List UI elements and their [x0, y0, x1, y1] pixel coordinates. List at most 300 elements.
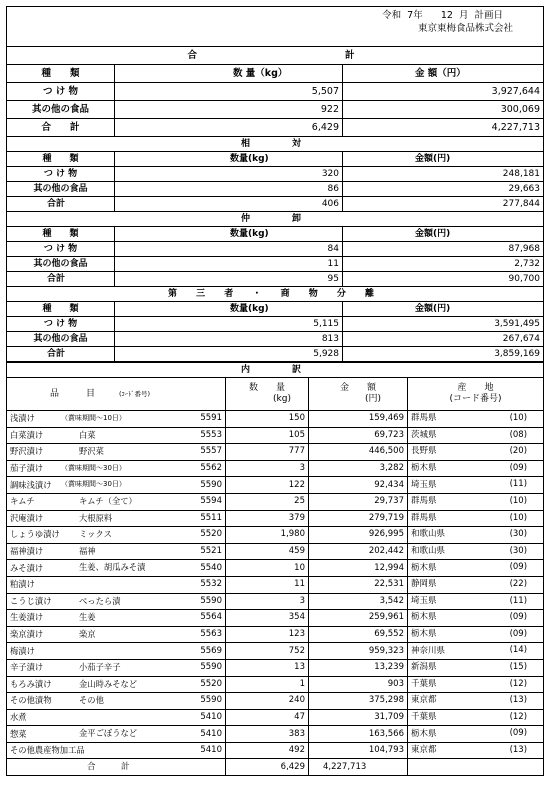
section-title: 第 三 者 ・ 商 物 分 離 — [7, 287, 544, 302]
detail-head-row — [7, 378, 544, 411]
row-amt: 3,927,644 — [343, 83, 544, 101]
item-name: 調味浅漬け — [10, 479, 52, 490]
summary-row — [7, 272, 544, 287]
item-origin: 埼玉県 — [411, 479, 437, 490]
item-origin: 東京都 — [411, 745, 437, 756]
item-amt: 104,793 — [309, 742, 408, 759]
item-qty: 379 — [226, 510, 309, 527]
item-name: 梅漬け — [10, 645, 35, 656]
item-name: その他農産物加工品 — [10, 745, 85, 756]
section-head-row — [7, 302, 544, 317]
item-name: 福神漬け — [10, 546, 44, 557]
item-origin: 新潟県 — [411, 662, 437, 673]
summary-row — [7, 119, 544, 137]
head-qty: 数 量 — [248, 383, 285, 393]
item-spec: （賞味期間～30日） — [61, 463, 126, 472]
head-qty-cell — [226, 378, 309, 411]
row-kind: つ け 物 — [7, 242, 115, 257]
head-code: (ｺｰﾄﾞ番号) — [119, 389, 151, 398]
item-spec: （賞味期間～30日） — [61, 480, 126, 489]
col-qty-header: 数 量（kg） — [115, 65, 343, 83]
item-origin-cell — [408, 477, 544, 494]
item-spec: 生姜、胡瓜みそ漬 — [79, 562, 146, 573]
row-qty: 5,928 — [115, 347, 343, 362]
section-title: 合 計 — [7, 47, 544, 65]
item-name-cell — [7, 560, 177, 577]
head-origin-code: (コード番号) — [449, 394, 502, 404]
row-kind: 其の他の食品 — [7, 182, 115, 197]
item-origin: 群馬県 — [411, 413, 437, 424]
item-origin-cell — [408, 510, 544, 527]
item-name-cell — [7, 626, 177, 643]
item-amt: 903 — [309, 676, 408, 693]
item-name: 茄子漬け — [10, 463, 44, 474]
detail-row — [7, 477, 544, 494]
detail-row — [7, 726, 544, 743]
item-qty: 122 — [226, 477, 309, 494]
item-origin: 群馬県 — [411, 512, 437, 523]
row-kind: つ け 物 — [7, 167, 115, 182]
item-name-cell — [7, 527, 177, 544]
item-amt: 159,469 — [309, 411, 408, 428]
header-cell — [7, 7, 544, 47]
col-amt-header: 金 額（円） — [343, 65, 544, 83]
item-spec: 楽京 — [79, 628, 96, 639]
item-origin-code: (30) — [509, 545, 528, 556]
item-origin-code: (10) — [509, 512, 528, 523]
row-kind: 其の他の食品 — [7, 257, 115, 272]
item-origin-code: (10) — [509, 413, 528, 423]
item-code: 5521 — [177, 543, 226, 560]
detail-row — [7, 444, 544, 461]
item-origin: 和歌山県 — [411, 529, 446, 540]
item-origin: 神奈川県 — [411, 645, 446, 656]
row-amt: 3,591,495 — [343, 317, 544, 332]
item-origin-cell — [408, 411, 544, 428]
item-origin-cell — [408, 610, 544, 627]
item-name: 野沢漬け — [10, 446, 44, 457]
detail-row — [7, 693, 544, 710]
row-qty: 320 — [115, 167, 343, 182]
detail-row — [7, 560, 544, 577]
detail-row — [7, 576, 544, 593]
item-name-cell — [7, 576, 177, 593]
item-origin-code: (09) — [509, 728, 528, 739]
item-qty: 3 — [226, 460, 309, 477]
item-origin-cell — [408, 709, 544, 726]
item-qty: 1,980 — [226, 527, 309, 544]
item-amt: 29,737 — [309, 493, 408, 510]
col-kind-header: 種 類 — [7, 302, 115, 317]
item-code: 5410 — [177, 726, 226, 743]
item-amt: 375,298 — [309, 693, 408, 710]
col-qty-header: 数量(kg) — [115, 152, 343, 167]
row-qty: 922 — [115, 101, 343, 119]
item-code: 5520 — [177, 527, 226, 544]
row-qty: 95 — [115, 272, 343, 287]
item-origin-code: (22) — [509, 578, 528, 589]
row-amt: 277,844 — [343, 197, 544, 212]
item-spec: 大根原料 — [79, 512, 113, 523]
plan-date: 令和 7年 12 月 計画日 — [382, 10, 504, 21]
item-name-cell — [7, 676, 177, 693]
item-origin-code: (10) — [509, 495, 528, 506]
detail-row — [7, 460, 544, 477]
item-origin: 栃木県 — [411, 562, 437, 573]
item-qty: 354 — [226, 610, 309, 627]
item-origin-code: (13) — [509, 695, 528, 706]
item-origin-cell — [408, 527, 544, 544]
item-code: 5562 — [177, 460, 226, 477]
section-title: 相 対 — [7, 137, 544, 152]
detail-row — [7, 676, 544, 693]
item-spec: （賞味期間～10日） — [61, 414, 126, 422]
item-origin: 長野県 — [411, 446, 437, 457]
item-name-cell — [7, 510, 177, 527]
item-origin-cell — [408, 643, 544, 660]
item-origin-code: (12) — [509, 711, 528, 722]
detail-row — [7, 659, 544, 676]
item-spec: 福神 — [79, 545, 96, 556]
item-qty: 777 — [226, 444, 309, 461]
item-name: 楽京漬け — [10, 629, 44, 640]
item-amt: 92,434 — [309, 477, 408, 494]
item-origin-code: (09) — [509, 562, 528, 573]
item-spec: 野沢菜 — [79, 446, 104, 457]
section-title-row — [7, 137, 544, 152]
item-code: 5410 — [177, 709, 226, 726]
head-origin-cell — [408, 378, 544, 411]
row-amt: 248,181 — [343, 167, 544, 182]
item-qty: 47 — [226, 709, 309, 726]
item-code: 5553 — [177, 427, 226, 444]
item-name: キムチ — [10, 496, 35, 507]
item-name-cell — [7, 610, 177, 627]
item-qty: 123 — [226, 626, 309, 643]
item-spec: 生姜 — [79, 612, 96, 623]
item-qty: 383 — [226, 726, 309, 743]
detail-row — [7, 510, 544, 527]
item-origin-cell — [408, 543, 544, 560]
item-name-cell — [7, 593, 177, 610]
item-name-cell — [7, 742, 177, 759]
item-name-cell — [7, 643, 177, 660]
item-name-cell — [7, 444, 177, 461]
item-origin-code: (20) — [509, 446, 528, 457]
summary-row — [7, 242, 544, 257]
detail-row — [7, 626, 544, 643]
section-head-row — [7, 227, 544, 242]
item-origin-cell — [408, 676, 544, 693]
row-kind: 合計 — [7, 347, 115, 362]
item-origin-cell — [408, 460, 544, 477]
col-qty-header: 数量(kg) — [115, 302, 343, 317]
item-name-cell — [7, 659, 177, 676]
item-origin-code: (15) — [509, 661, 528, 672]
item-origin: 東京都 — [411, 695, 437, 706]
item-origin-code: (30) — [509, 529, 528, 540]
item-spec: べったら漬 — [79, 595, 121, 606]
row-kind: 合計 — [7, 197, 115, 212]
summary-row — [7, 101, 544, 119]
detail-row — [7, 709, 544, 726]
row-amt: 267,674 — [343, 332, 544, 347]
row-qty: 813 — [115, 332, 343, 347]
row-qty: 11 — [115, 257, 343, 272]
item-qty: 105 — [226, 427, 309, 444]
item-origin-code: (11) — [509, 479, 528, 490]
summary-row — [7, 317, 544, 332]
item-code: 5569 — [177, 643, 226, 660]
item-name: 沢庵漬け — [10, 512, 44, 523]
item-amt: 69,723 — [309, 427, 408, 444]
item-amt: 3,542 — [309, 593, 408, 610]
header-row — [7, 7, 544, 47]
detail-row — [7, 427, 544, 444]
item-spec: 白菜 — [79, 429, 96, 440]
detail-table — [6, 362, 544, 776]
detail-row — [7, 493, 544, 510]
item-name: もろみ漬け — [10, 678, 52, 689]
item-qty: 459 — [226, 543, 309, 560]
item-name-cell — [7, 411, 177, 428]
item-origin-cell — [408, 726, 544, 743]
item-amt: 3,282 — [309, 460, 408, 477]
summary-row — [7, 257, 544, 272]
item-origin: 千葉県 — [411, 678, 437, 689]
row-amt: 87,968 — [343, 242, 544, 257]
section-title: 仲 卸 — [7, 212, 544, 227]
item-origin: 茨城県 — [411, 429, 437, 440]
item-name: 水煮 — [10, 711, 27, 722]
item-origin: 埼玉県 — [411, 595, 437, 606]
item-origin: 栃木県 — [411, 728, 437, 739]
item-amt: 446,500 — [309, 444, 408, 461]
section-title-row — [7, 287, 544, 302]
item-amt: 926,995 — [309, 527, 408, 544]
row-kind: 其の他の食品 — [7, 332, 115, 347]
item-qty: 150 — [226, 411, 309, 428]
item-origin-code: (09) — [509, 628, 528, 639]
section-head-row — [7, 152, 544, 167]
head-qty-unit: (kg) — [273, 394, 291, 404]
row-qty: 86 — [115, 182, 343, 197]
item-code: 5557 — [177, 444, 226, 461]
summary-row — [7, 332, 544, 347]
company-name: 東京東梅食品株式会社 — [418, 23, 514, 34]
item-name: 白菜漬け — [10, 429, 44, 440]
item-origin-cell — [408, 560, 544, 577]
item-name: 生姜漬け — [10, 612, 44, 623]
item-spec: 小茄子辛子 — [79, 661, 121, 672]
section-title-row — [7, 47, 544, 65]
item-amt: 959,323 — [309, 643, 408, 660]
summary-row — [7, 167, 544, 182]
detail-row — [7, 593, 544, 610]
item-origin-cell — [408, 444, 544, 461]
item-origin-cell — [408, 693, 544, 710]
item-origin-cell — [408, 742, 544, 759]
item-code: 5594 — [177, 493, 226, 510]
item-name: 粕漬け — [10, 579, 35, 590]
item-origin: 栃木県 — [411, 612, 437, 623]
row-kind: 合 計 — [7, 119, 115, 137]
total-origin-blank — [408, 759, 544, 776]
item-origin: 千葉県 — [411, 711, 437, 722]
item-origin-cell — [408, 493, 544, 510]
detail-row — [7, 610, 544, 627]
row-qty: 6,429 — [115, 119, 343, 137]
item-origin: 栃木県 — [411, 463, 437, 474]
item-amt: 163,566 — [309, 726, 408, 743]
row-amt: 4,227,713 — [343, 119, 544, 137]
item-name-cell — [7, 726, 177, 743]
detail-row — [7, 742, 544, 759]
item-code: 5590 — [177, 693, 226, 710]
item-code: 5590 — [177, 477, 226, 494]
item-origin-cell — [408, 659, 544, 676]
item-code: 5563 — [177, 626, 226, 643]
item-origin: 静岡県 — [411, 579, 437, 590]
item-qty: 3 — [226, 593, 309, 610]
head-amt: 金 額 — [339, 383, 376, 393]
row-qty: 5,115 — [115, 317, 343, 332]
item-qty: 492 — [226, 742, 309, 759]
item-name-cell — [7, 493, 177, 510]
col-amt-header: 金額(円) — [343, 152, 544, 167]
item-amt: 259,961 — [309, 610, 408, 627]
col-amt-header: 金額(円) — [343, 302, 544, 317]
item-origin-code: (08) — [509, 429, 528, 440]
row-amt: 3,859,169 — [343, 347, 544, 362]
head-item-cell — [7, 378, 226, 411]
item-spec: ミックス — [79, 529, 112, 540]
item-qty: 10 — [226, 560, 309, 577]
detail-row — [7, 527, 544, 544]
item-name: 辛子漬け — [10, 662, 44, 673]
item-amt: 202,442 — [309, 543, 408, 560]
item-spec: キムチ（全て） — [79, 495, 137, 506]
item-amt: 13,239 — [309, 659, 408, 676]
head-item: 品 目 — [50, 388, 96, 399]
item-origin-cell — [408, 626, 544, 643]
row-amt: 90,700 — [343, 272, 544, 287]
item-qty: 25 — [226, 493, 309, 510]
row-kind: つ け 物 — [7, 317, 115, 332]
item-name: みそ漬け — [10, 562, 44, 573]
row-amt: 300,069 — [343, 101, 544, 119]
total-qty: 6,429 — [226, 759, 309, 776]
item-amt: 22,531 — [309, 576, 408, 593]
item-code: 5564 — [177, 610, 226, 627]
row-kind: つ け 物 — [7, 83, 115, 101]
row-qty: 84 — [115, 242, 343, 257]
item-amt: 31,709 — [309, 709, 408, 726]
row-qty: 5,507 — [115, 83, 343, 101]
item-spec: 金平ごぼうなど — [79, 728, 138, 739]
item-origin-cell — [408, 427, 544, 444]
item-name-cell — [7, 427, 177, 444]
item-qty: 13 — [226, 659, 309, 676]
row-qty: 406 — [115, 197, 343, 212]
item-amt: 12,994 — [309, 560, 408, 577]
item-code: 5590 — [177, 659, 226, 676]
summary-row — [7, 197, 544, 212]
item-qty: 11 — [226, 576, 309, 593]
item-qty: 240 — [226, 693, 309, 710]
item-origin-code: (14) — [509, 645, 528, 656]
item-amt: 279,719 — [309, 510, 408, 527]
total-amt: 4,227,713 — [309, 759, 408, 776]
summary-row — [7, 83, 544, 101]
item-code: 5540 — [177, 560, 226, 577]
item-code: 5591 — [177, 411, 226, 428]
col-kind-header: 種 類 — [7, 227, 115, 242]
item-origin-cell — [408, 576, 544, 593]
item-qty: 752 — [226, 643, 309, 660]
item-name: こうじ漬け — [10, 595, 52, 606]
detail-total-row — [7, 759, 544, 776]
head-origin: 産 地 — [457, 383, 494, 393]
item-qty: 1 — [226, 676, 309, 693]
col-amt-header: 金額(円) — [343, 227, 544, 242]
item-origin-code: (11) — [509, 595, 528, 606]
item-name-cell — [7, 477, 177, 494]
detail-row — [7, 643, 544, 660]
item-origin: 栃木県 — [411, 629, 437, 640]
item-name: 浅漬け — [10, 413, 35, 424]
item-origin-code: (09) — [509, 612, 528, 623]
row-amt: 29,663 — [343, 182, 544, 197]
item-origin: 群馬県 — [411, 496, 437, 507]
detail-title: 内 訳 — [7, 363, 544, 378]
row-kind: 其の他の食品 — [7, 101, 115, 119]
summary-table — [6, 6, 544, 362]
head-amt-cell — [309, 378, 408, 411]
item-origin-code: (13) — [509, 744, 528, 755]
item-name: その他漬物 — [10, 695, 52, 706]
item-origin-cell — [408, 593, 544, 610]
item-name-cell — [7, 543, 177, 560]
item-name-cell — [7, 460, 177, 477]
col-kind-header: 種 類 — [7, 65, 115, 83]
item-name: しょうゆ漬け — [10, 529, 60, 540]
item-code: 5520 — [177, 676, 226, 693]
item-spec: 金山時みそなど — [79, 678, 138, 689]
item-origin-code: (09) — [509, 462, 528, 473]
item-origin-code: (12) — [509, 678, 528, 689]
item-name: 惣菜 — [10, 728, 27, 739]
summary-row — [7, 347, 544, 362]
plan-sheet — [6, 6, 543, 776]
detail-row — [7, 411, 544, 428]
item-code: 5511 — [177, 510, 226, 527]
col-kind-header: 種 類 — [7, 152, 115, 167]
row-amt: 2,732 — [343, 257, 544, 272]
total-label: 合 計 — [7, 759, 226, 776]
detail-row — [7, 543, 544, 560]
section-head-row — [7, 65, 544, 83]
head-amt-unit: (円) — [364, 394, 382, 404]
detail-title-row — [7, 363, 544, 378]
summary-row — [7, 182, 544, 197]
item-name-cell — [7, 693, 177, 710]
item-amt: 69,552 — [309, 626, 408, 643]
col-qty-header: 数量(kg) — [115, 227, 343, 242]
item-spec: その他 — [79, 695, 104, 706]
item-code: 5590 — [177, 593, 226, 610]
item-origin: 和歌山県 — [411, 546, 446, 557]
